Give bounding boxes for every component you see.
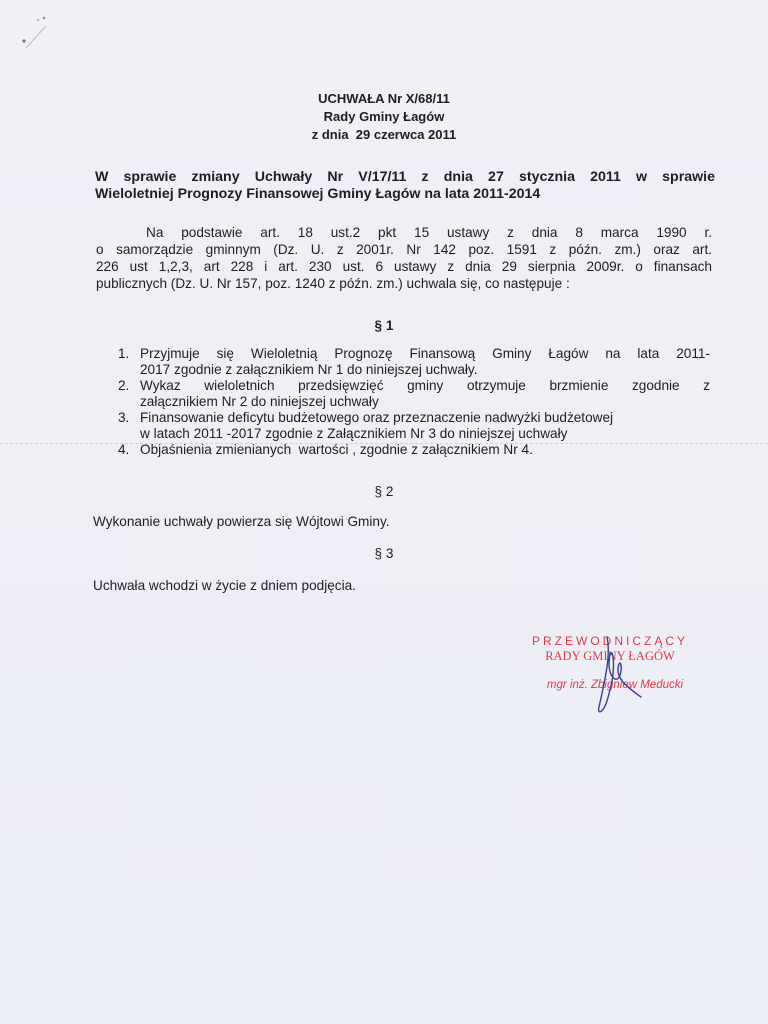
list-item-number: 3. — [118, 410, 130, 425]
stamp-council: RADY GMINY ŁAGÓW — [545, 649, 675, 663]
list-item-line: w latach 2011 -2017 zgodnie z Załącznikiem Nr 3 do niniejszej uchwały — [140, 426, 568, 441]
subject-line-2: Wieloletniej Prognozy Finansowej Gminy Łagów na lata 2011-2014 — [95, 186, 541, 202]
preamble — [96, 224, 712, 292]
stamp-name: mgr inż. Zbigniew Meducki — [546, 679, 684, 691]
list-item-number: 2. — [118, 378, 130, 393]
stamp-role: PRZEWODNICZĄCY — [532, 634, 688, 648]
list-item-line: 2017 zgodnie z załącznikiem Nr 1 do niniejszej uchwały. — [140, 362, 478, 377]
list-item-line: Przyjmuje się Wieloletnią Prognozę Finansową Gminy Łagów na lata 2011- — [140, 346, 710, 361]
signature-icon — [585, 635, 665, 725]
preamble-line: 226 ust 1,2,3, art 228 i art. 230 ust. 6 ustawy z dnia 29 sierpnia 2009r. o finansach — [96, 259, 712, 274]
list-item-line: załącznikiem Nr 2 do niniejszej uchwały — [140, 394, 379, 409]
list-item-number: 1. — [118, 346, 130, 361]
list-item-line: Wykaz wieloletnich przedsięwzięć gminy otrzymuje brzmienie zgodnie z — [140, 378, 710, 393]
list-item — [118, 378, 710, 410]
scan-artifact-icon — [18, 8, 58, 58]
preamble-line: o samorządzie gminnym (Dz. U. z 2001r. Nr 142 poz. 1591 z późn. zm.) oraz art. — [96, 242, 712, 257]
section-1-list — [118, 346, 710, 458]
section-3-text: Uchwała wchodzi w życie z dniem podjęcia. — [93, 578, 356, 593]
list-item-line: Finansowanie deficytu budżetowego oraz przeznaczenie nadwyżki budżetowej — [140, 410, 614, 425]
list-item — [118, 346, 710, 378]
section-2-text: Wykonanie uchwały powierza się Wójtowi Gminy. — [93, 514, 390, 529]
list-item-line: Objaśnienia zmienianych wartości , zgodnie z załącznikiem Nr 4. — [140, 442, 533, 457]
section-mark-3: § 3 — [374, 546, 394, 561]
section-mark-2: § 2 — [374, 484, 394, 499]
resolution-issuer: Rady Gminy Łagów — [323, 109, 445, 124]
list-item-number: 4. — [118, 442, 130, 457]
subject-line-1: W sprawie zmiany Uchwały Nr V/17/11 z dnia 27 stycznia 2011 w sprawie — [95, 169, 715, 185]
list-item — [118, 442, 710, 458]
preamble-line: Na podstawie art. 18 ust.2 pkt 15 ustawy z dnia 8 marca 1990 r. — [146, 225, 712, 240]
resolution-title: UCHWAŁA Nr X/68/11 — [318, 91, 450, 106]
resolution-subject — [95, 169, 715, 203]
resolution-header — [0, 90, 768, 144]
resolution-date: z dnia 29 czerwca 2011 — [311, 127, 457, 142]
preamble-line: publicznych (Dz. U. Nr 157, poz. 1240 z późn. zm.) uchwala się, co następuje : — [96, 276, 570, 291]
section-mark-1: § 1 — [374, 318, 394, 333]
list-item — [118, 410, 710, 442]
